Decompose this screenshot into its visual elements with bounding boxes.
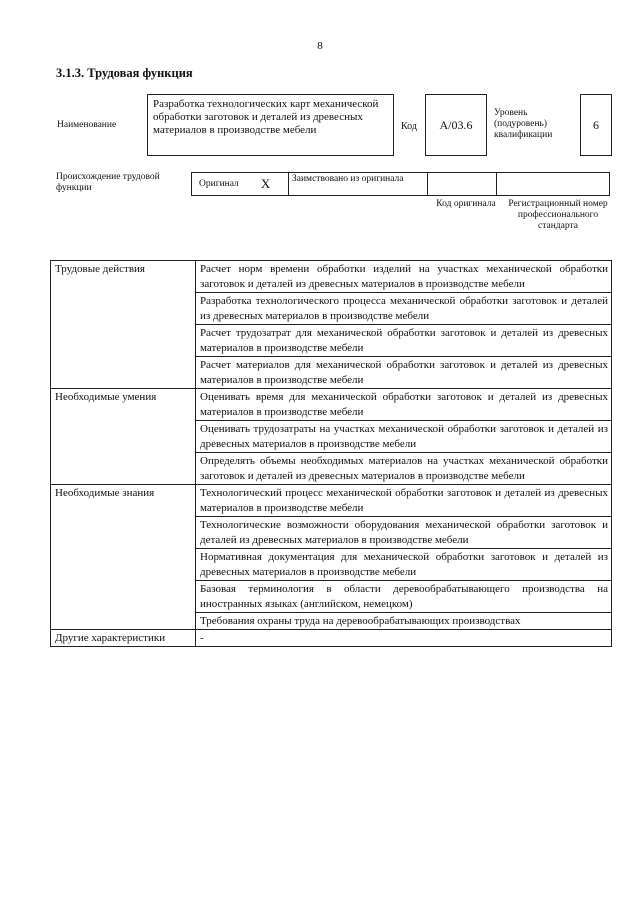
code-value-box: A/03.6: [425, 94, 487, 156]
level-label: Уровень (подуровень) квалификации: [494, 108, 553, 140]
item-cell: Нормативная документация для механической обработки заготовок и деталей из древесных материалов в производстве мебели: [196, 549, 612, 581]
category-cell: Необходимые знания: [51, 485, 196, 630]
section-title: 3.1.3. Трудовая функция: [56, 66, 193, 80]
name-label: Наименование: [57, 120, 117, 130]
function-table: [50, 260, 612, 647]
item-cell: Требования охраны труда на деревообрабатывающих производствах: [196, 613, 612, 630]
code-label: Код: [401, 121, 417, 132]
name-value-box: Разработка технологических карт механической обработки заготовок и деталей из древесных материалов в производстве мебели: [147, 94, 394, 156]
origin-code-cell: [427, 172, 497, 196]
item-cell: Определять объемы необходимых материалов на участках механической обработки заготовок и деталей из древесных материалов в производстве мебели: [196, 453, 612, 485]
reg-number-caption: Регистрационный номер профессионального стандарта: [508, 199, 608, 231]
page-number: 8: [317, 40, 323, 52]
category-cell: Трудовые действия: [51, 261, 196, 389]
original-label: Оригинал: [199, 179, 239, 189]
item-cell: Расчет норм времени обработки изделий на участках механической обработки заготовок и деталей из древесных материалов в производстве мебели: [196, 261, 612, 293]
item-cell: Оценивать время для механической обработки заготовок и деталей из древесных материалов в производстве мебели: [196, 389, 612, 421]
origin-original-cell: [191, 172, 289, 196]
origin-reg-cell: [496, 172, 610, 196]
table-row: [51, 261, 612, 293]
table-row: [51, 485, 612, 517]
table-row: [51, 389, 612, 421]
item-cell: Расчет трудозатрат для механической обработки заготовок и деталей из древесных материалов в производстве мебели: [196, 325, 612, 357]
item-cell: Технологические возможности оборудования механической обработки заготовок и деталей из древесных материалов в производстве мебели: [196, 517, 612, 549]
item-cell: Базовая терминология в области деревообрабатывающего производства на иностранных языках (английском, немецком): [196, 581, 612, 613]
origin-row: [192, 172, 612, 196]
item-cell: -: [196, 630, 612, 647]
item-cell: Разработка технологического процесса механической обработки заготовок и деталей из древесных материалов в производстве мебели: [196, 293, 612, 325]
original-mark: X: [260, 176, 271, 191]
table-row: [51, 630, 612, 647]
origin-label: Происхождение трудовой функции: [56, 172, 160, 193]
item-cell: Технологический процесс механической обработки заготовок и деталей из древесных материалов в производстве мебели: [196, 485, 612, 517]
category-cell: Необходимые умения: [51, 389, 196, 485]
item-cell: Оценивать трудозатраты на участках механической обработки заготовок и деталей из древесных материалов в производстве мебели: [196, 421, 612, 453]
category-cell: Другие характеристики: [51, 630, 196, 647]
level-value-box: 6: [580, 94, 612, 156]
item-cell: Расчет материалов для механической обработки заготовок и деталей из древесных материалов в производстве мебели: [196, 357, 612, 389]
code-original-caption: Код оригинала: [436, 199, 496, 209]
origin-borrowed-cell: Заимствовано из оригинала: [288, 172, 428, 196]
